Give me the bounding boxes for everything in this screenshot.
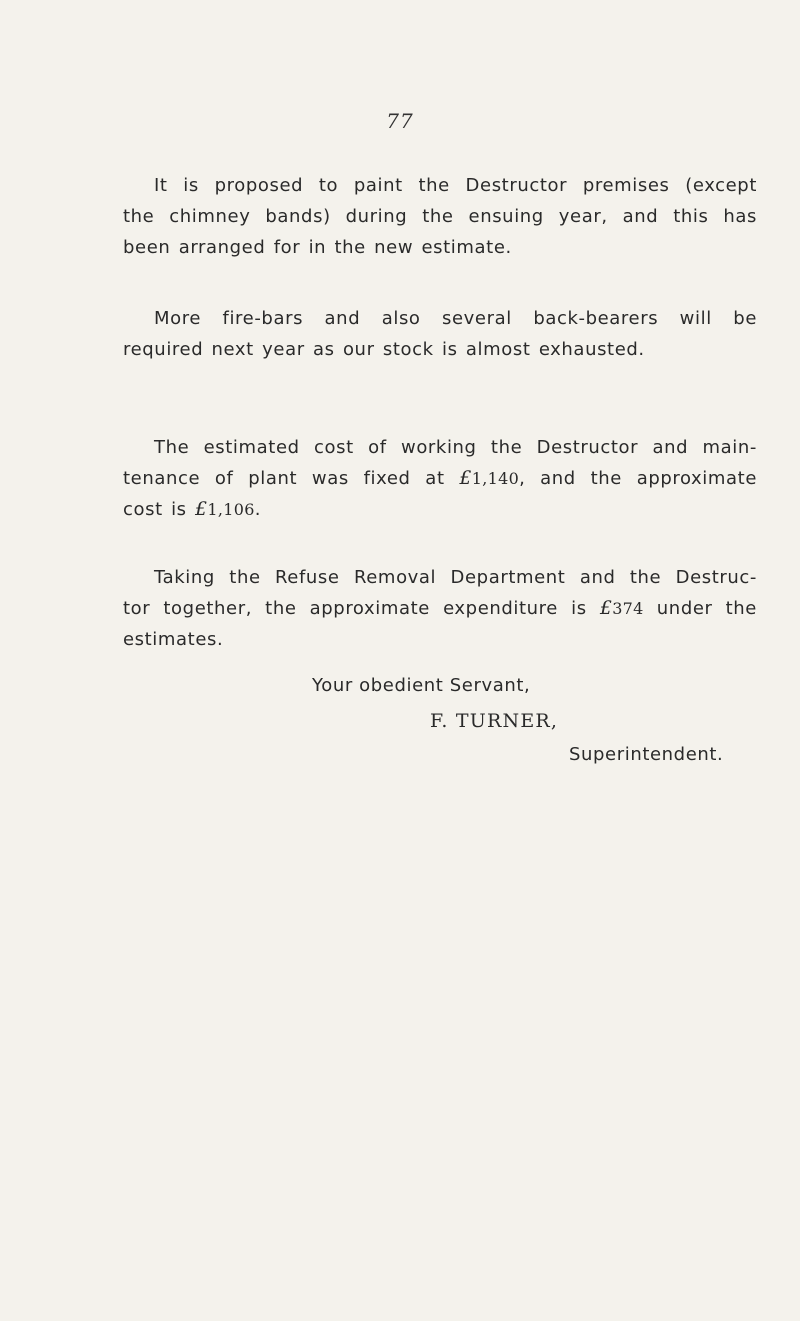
pound-sign: £ [194,498,208,520]
text-line: required next year as our stock is almost exhausted. [123,339,645,360]
pound-sign: £ [599,597,613,619]
text-fragment: tor together, the approximate expenditure is [123,598,587,619]
paragraph-estimated-cost [123,432,757,525]
paragraph-expenditure [123,562,757,655]
text-line: Taking the Refuse Removal Department and the Destruc- [154,567,757,588]
signature-title: Superintendent. [569,744,724,765]
text-line: More fire-bars and also several back-bearers will be [154,308,757,329]
text-line [123,463,757,494]
amount-fixed [459,469,519,488]
amount-expenditure [600,599,644,618]
text-fragment: under the [656,598,757,619]
signature-closing: Your obedient Servant, [312,675,531,696]
page-number: 77 [386,109,414,133]
text-fragment: tenance of plant was fixed at [123,468,445,489]
text-line: The estimated cost of working the Destructor and main- [154,437,757,458]
paragraph-fire-bars [123,303,757,365]
text-line [123,593,757,624]
amount-value: 374 [612,599,644,618]
text-fragment: cost is [123,499,187,520]
text-line: It is proposed to paint the Destructor premises (except [154,175,757,196]
text-line [123,494,757,525]
pound-sign: £ [459,467,472,489]
text-fragment: . [254,499,262,520]
text-fragment: , and the approximate [519,468,757,489]
paragraph-painting [123,170,757,263]
amount-approximate [195,500,255,519]
amount-value: 1,140 [471,469,520,488]
amount-value: 1,106 [207,500,255,519]
text-line: estimates. [123,629,224,650]
signature-name: F. TURNER, [430,710,559,732]
text-line: the chimney bands) during the ensuing year, and this has [123,206,757,227]
text-line: been arranged for in the new estimate. [123,237,512,258]
